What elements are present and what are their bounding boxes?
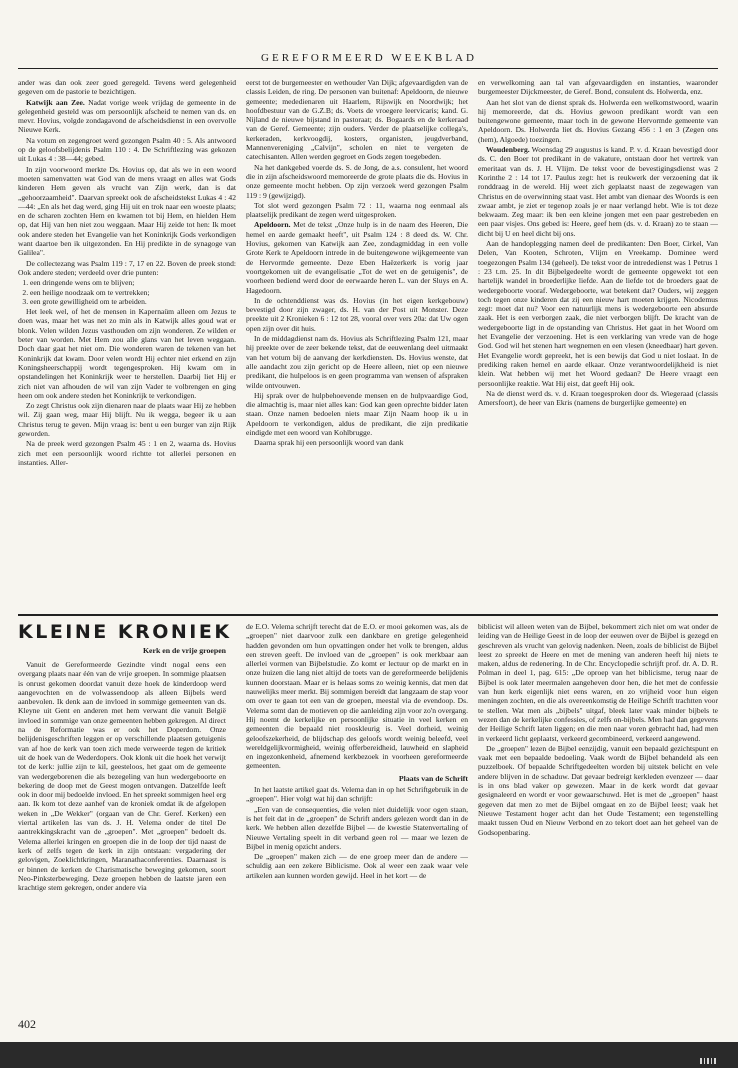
paragraph: de E.O. Velema schrijft terecht dat de E.O. er mooi gekomen was, als de „groepen" niet daarvoor zulk een dankbare en gretige gelegenheid hadden gevonden om hun opvattingen onder het volk te brengen, aldus een streven geeft. De invloed van de „groepen" is ook merkbaar aan allerlei vormen van Bijbelstudie. Zo komt er lectuur op de markt en in onze huizen die lang niet altijd de toets van de gereformeerde belijdenis kunnen doorstaan. Maar er is helaas soms zo weinig kennis, dat men dat nauwelijks meer merkt. Bij sommigen bereidt dat langzaam de stap voor om over te gaan tot een van de groepen, meestal via de evendoop. Ds. Velema somt dan de motieven op die aanleiding zijn voor zo'n overgang. Hij noemt de kerkelijke en persoonlijke situatie in veel kerken en gemeenten die bepaald niet rooskleurig is. Veel dorheid, weinig geloofszekerheid, de blijdschap des geloofs wordt weinig beleefd, veel wereldgelijkvormigheid, weinig offerbereidheid, lauwheid en slapheid en ingezonkenheid, afnemend kerkbezoek in voorheen gereformeerde gemeenten. — [246, 622, 468, 771]
paragraph: ander was dan ook zeer goed geregeld. Tevens werd gelegenheid gegeven om de pastorie te bezichtigen. — [18, 78, 236, 97]
paragraph: Aan de handoplegging namen deel de predikanten: Den Boer, Cirkel, Van Delen, Van Kooten, Schroten, Vlijm en Vreekamp. Dominee werd toegezongen Psalm 134 (geheel). De tekst voor de intrededienst was 1 Petrus 1 : 23 t.m. 25. In dit Bijbelgedeelte wordt de gemeente opgewekt tot een hartelijk wandel in broederlijke liefde. Aan de liefde tot de broeders gaat de wedergeboorte vooraf. Wedergeboorte, wat betekent dat? Ouders, wij zeggen toch tegen onze kinderen dat zij een nieuw hart moeten krijgen. Nicodemus zegt: moet dat nu? Voor een natuurlijk mens is wedergeboorte een absurde zaak. Het is een verborgen zaak, die niet verborgen blijft. De kracht van de wedergeboorte ligt in de opstanding van Christus. Het gaat in het Woord om het Evangelie der verzoening. Het is een verklaring van vrede van de hoge God. God wil het stenen hart wegnemen en een vlesen (kneedbaar) hart geven. Het Evangelie wordt gepreekt, het is een bewijs dat God u niet loslaat. In de prediking raken hemel en aarde elkaar. Onze verantwoordelijkheid is niet klein. Wat hebben wij met het Woord gedaan? De Heere vraagt een persoonlijke reaktie. Wat Hij eist, dat geeft Hij ook. — [478, 239, 718, 388]
paragraph: Aan het slot van de dienst sprak ds. Holwerda een welkomstwoord, waarin hij memoreerde, dat ds. Hovius gewoon predikant wordt van een buitengewone gemeente, maar toch in de gewone Hervormde gemeente van Apeldoorn. Ds. Holwerda liet ds. Hovius Gezang 456 : 1 en 3 (Zegen ons (hem), Algoede) toezingen. — [478, 97, 718, 144]
paragraph: In zijn voorwoord merkte Ds. Hovius op, dat als we in een woord moeten samenvatten wat God van de mens vraagt en alles wat Gods kinderen Hem geven als vrucht van Zijn werk, dan is dat „gehoorzaamheid". Daarvan spreekt ook de afscheidstekst Lukas 4 : 42—44: „En als het dag werd, ging Hij uit en trok naar een woeste plaats; en de scharen zochten Hem en kwamen tot bij Hem, en hielden Hem op, dat Hij van hen niet zou weggaan. Maar Hij zeide tot hen: Ik moet ook andere steden het Evangelie van het Koninkrijk Gods verkondigen want daartoe ben ik uitgezonden. En Hij predikte in de synagoge van Galilea". — [18, 164, 236, 258]
paragraph-text: Woensdag 29 augustus is kand. P. v. d. Kraan bevestigd door ds. C. den Boer tot predikant in de vakature, ontstaan door het vertrek van emeritaat van ds. J. H. Vlijm. De tekst voor de bevestigingsdienst was 2 Korinthe 2 : 14 tot 17. Paulus zegt: het is reukwerk der verzoening dat ik ronddraag in de wereld. Hij weet zich geplaatst naast de zegewagen van Christus en de overwinning staat vast. Het ambt van dienaar des Woords is een zwaar ambt, je ziet er tegenop zoals je er naar verlangd hebt. Wie is tot deze bekwaam. Zeg maar: ik ben een kleine jongen met een paar gestrebeden en een paar visjes. Ons gebed is: Heere, geef hem (ds. v. d. Kraan) zo te staan — dicht bij U en heel dicht bij ons. — [478, 145, 718, 238]
kroniek-title: KLEINE KRONIEK — [18, 621, 232, 643]
kroniek-column-2 — [246, 622, 468, 1005]
paragraph: Het leek wel, of het de mensen in Kapernaüm alleen om Jezus te doen was, maar het was net zo min als in Katwijk alles goud wat er blonk. Velen wilden Jezus vasthouden om zijn wonderen. Ze wilden er beter van worden. Met Hem zou alle glans van het leven weggaan. Doch daar gaat het niet om. Die wonderen waren de tekenen van het Koninkrijk dat kwam. Door velen wordt Hij echter niet erkend en zijn Koningsheerschappij wordt tegengesproken. Hij kwam om in opstandelingen het Koninkrijk weer te herstellen. Daarbij liet Hij er zich niet van afhouden de wil van zijn Vader te volbrengen en ging heen om ook andere steden het Koninkrijk te verkondigen. — [18, 307, 236, 400]
section-heading-katwijk: Katwijk aan Zee. — [26, 97, 85, 107]
paragraph — [478, 145, 718, 238]
section-heading-woudenberg: Woudenberg. — [486, 145, 530, 155]
paragraph: eerst tot de burgemeester en wethouder Van Dijk; afgevaardigden van de classis Leiden, de ring. De personen van buitenaf: Apeldoorn, de nieuwe gemeente; mededienaren uit Haarlem, Rijswijk en Noordwijk; het hoofdbestuur van de G.Z.B; ds. Voets de vroegere leervicaris; kand. G. Nijland de nieuwe bijstand in pastoraat; ds. Bogaards en de kerkeraad van de Geref. Gemeente; zijn ouders. Verder de plaatselijke collega's, kerkeraden, kerkvoogdij, kosters, organisten, jeugdverband, Mannenvereniging „Calvijn", scholen en niet te vergeten de catechisanten. Allen werden gegroet en Gods zegen toegebeden. — [246, 78, 468, 162]
page-number: 402 — [18, 1017, 36, 1031]
paragraph-text: Met de tekst „Onze hulp is in de naam des Heeren, Die hemel en aarde gemaakt heeft", uit Psalm 124 : 8 deed ds. W. Chr. Hovius, gekomen van Katwijk aan Zee, zondagmiddag in een volle Grote Kerk te Apeldoorn intrede in de buitengewone wijkgemeente van de Hervormde gemeente. Deze Eben Haëzerkerk is vorig jaar voortgekomen uit de evangelisatie „Tot de wet en de getuigenis", de voorheen bediend werd door de eerwaarde heren L. van der Sluys en A. Hagedoorn. — [246, 220, 468, 295]
list-item: 2. een heilige noodzaak om te vertrekken; — [30, 288, 236, 297]
top-column-3 — [478, 78, 718, 608]
paragraph: De „groepen" lezen de Bijbel eenzijdig, vanuit een bepaald gezichtspunt en vaak met een bepaalde bedoeling. Vaak wordt de Bijbel behandeld als een puzzelboek. Of bepaalde Schriftgedeelten worden bij uitstek belicht en vele andere blijven in de schaduw. Dat gevaar bedreigt kerkleden evenzeer — daar is in ons blad vaker op gewezen. Maar in de kerk wordt dat gevaar gesignaleerd en wordt er voor gewaarschuwd. Het is met de „groepen" haast gegeven dat men zo met de Bijbel omgaat en zo de Bijbel leest; vaak het Nieuwe Testament hoger acht dan het Oude Testament; een tegenstelling maakt tussen Oud en Nieuw Verbond en zo tekort doet aan het geheel van de Godsopenbaring. — [478, 743, 718, 837]
paragraph: Na votum en zegengroet werd gezongen Psalm 40 : 5. Als antwoord op de geloofsbelijdenis Psalm 110 : 4. De Schriftlezing was gekozen uit Lukas 4 : 38—44; gebed. — [18, 135, 236, 164]
kroniek-column-3 — [478, 622, 718, 1005]
paragraph: In de ochtenddienst was ds. Hovius (in het eigen kerkgebouw) bevestigd door zijn zwager, ds. H. van der Post uit Monster. Deze preekte uit 2 Kronieken 6 : 12 tot 28, vooral over vers 20a: dat Uw ogen open zijn over dit huis. — [246, 295, 468, 333]
paragraph: en verwelkoming aan tal van afgevaardigden en instanties, waaronder burgemeester Dijckmeester, de Geref. Bond, consulent ds. Holwerda, enz. — [478, 78, 718, 97]
list-item: 3. een grote gewilligheid om te arbeiden. — [30, 297, 236, 306]
paragraph: Hij sprak over de hulpbehoevende mensen en de hulpvaardige God, die almachtig is, maar niet alles kan: God kan geen oprechte bidder laten staan. Onze namen bedoelen niets maar Zijn Naam hoop ik u in Apeldoorn te verkondigen, aldus de predikant, die zijn predikatie eindigde met een woord van Kohlbrugge. — [246, 390, 468, 437]
section-heading-apeldoorn: Apeldoorn. — [254, 220, 291, 230]
paragraph: Daarna sprak hij een persoonlijk woord van dank — [254, 438, 404, 448]
paragraph — [18, 98, 236, 135]
newspaper-header-title: GEREFORMEERD WEEKBLAD — [261, 52, 477, 64]
paragraph-text: Nadat vorige week vrijdag de gemeente in de gelegenheid gesteld was om persoonlijk afscheid te nemen van ds. en mevr. Hovius, volgde zondagavond de afscheidsdienst in een overvolle Nieuwe Kerk. — [18, 97, 236, 135]
subheading-plaats-van-de-schrift: Plaats van de Schrift — [398, 773, 468, 783]
paragraph: De „groepen" maken zich — de ene groep meer dan de andere — schuldig aan een zekere Biblicisme. Ook al weer een zaak waar vele artikelen aan kunnen worden gewijd. Heel in het kort — de — [246, 852, 468, 880]
paragraph: Zo zegt Christus ook zijn dienaren naar de plaats waar Hij ze hebben wil. Zij gaan weg, maar Hij blijft. Nu ik wegga, begeer ik u aan Christus terug te geven. Mijn vraag is: bent u een burger van zijn Rijk geworden. — [18, 401, 236, 438]
kroniek-column-1 — [18, 660, 226, 1005]
paragraph: Na de dienst werd ds. v. d. Kraan toegesproken door ds. Wiegeraad (classis Amersfoort), de heer van Ekris (namens de burgerlijke gemeente) en — [478, 388, 718, 408]
footer-marks — [700, 1049, 730, 1059]
paragraph: Tot slot werd gezongen Psalm 72 : 11, waarna nog eenmaal als plaatselijk predikant de zegen werd uitgesproken. — [246, 200, 468, 220]
footer-bar — [0, 1042, 738, 1068]
paragraph: Vanuit de Gereformeerde Gezindte vindt nogal eens een overgang plaats naar één van de vrije groepen. In sommige plaatsen is onrust gekomen doordat vanuit deze hoek de kinderdoop werd aangevochten en de volwassendoop als alleen Bijbels werd aanbevolen. Ik denk aan de invloed in sommige gemeenten van ds. Kleyne uit Gent en anderen met hem verwant die vanuit België invloed in sommige van onze gemeenten hebben gekregen. Al direct na de Reformatie was er ook het Doperdom. Onze belijdenisgeschriften leggen er op verschillende plaatsen getuigenis van af hoe de kerk van toen zich mede verweerde tegen de kritiek uit de hoek van de Wederdopers. Ook klonk uit die hoek het verwijt tot de kerk: jullie zijn te kil, geesteloos, het gaat om de gemeente van wedergeborenen die als bezegeling van hun wedergeboorte en bekering de doop met de Geest mogen ontvangen. Datzelfde leeft ook in door mij bedoelde invloed. En het spreekt sommigen heel erg aan. Ik kom tot deze aanhef van de kroniek omdat ik de afgelopen weken in „De Wekker" (orgaan van de Chr. Geref. Kerken) een viertal artikelen las van ds. J. H. Velema onder de titel De aantrekkingskracht van de „groepen". Met „groepen" bedoelt ds. Velema allerlei kringen en groepen die in de loop der tijd naast de kerk of zelfs tegen de kerk in zijn ontstaan: vergadering der gelovigen, Zoeklichtkringen, Maranathaconferenties. Daarnaast is er binnen de kerken de Charismatische beweging gekomen, soort Neo-Pinksterbeweging. Deze groepen hebben de laatste jaren een krachtige stem gekregen, onder andere via — [18, 660, 226, 893]
paragraph: In het laatste artikel gaat ds. Velema dan in op het Schriftgebruik in de „groepen". Hier volgt wat hij dan schrijft: — [246, 785, 468, 804]
paragraph: De collectezang was Psalm 119 : 7, 17 en 22. Boven de preek stond: Ook andere steden; verdeeld over drie punten: — [18, 258, 236, 277]
paragraph: biblicist wil alleen weten van de Bijbel, bekommert zich niet om wat onder de leiding van de Heilige Geest in de loop der eeuwen over de Bijbel is gezegd en geschreven als vrucht van gelovig nadenken. Neen, zoals de biblicist de Bijbel leest zo spreekt de Heere en met de mening van anderen heeft hij niets te maken, aldus de redenering. In de Chr. Encyclopedie schrijft prof. dr. A. D. R. Polman in deel 1, pag. 615: „De oproep van het biblicisme, terug naar de Bijbel is ook later meermalen aangeheven door hen, die het met de confessie van hun kerk eigenlijk niet eens waren, en zo vrijheid voor hun eigen meningen zochten, en die als overeenkomstig de Heilige Schrift trachtten voor te stellen. Wat men als „bijbels" uitgaf, bleek later vaak minder bijbels te wezen dan de kerkelijke confessies, of zelfs on-bijbels. Men had dan gegevens der Heilige Schrift laten liggen; en die men naar voren gebracht had, had men in verkeerd licht geplaatst, verkeerd gecombineerd, verkeerd aangewend. — [478, 622, 718, 743]
paragraph: In de middagdienst nam ds. Hovius als Schriftlezing Psalm 121, maar hij preekte over de zeer bekende tekst, dat de eeuwenlang deel uitmaakt van het votum bij de aanvang der kerkdiensten. Ds. Hovius wenste, dat alle aandacht zou zijn gericht op de Heere alleen, niet op een nieuwe predikant, die hulpeloos is en geen programma van wensen of afspraken wilde ontvouwen. — [246, 334, 468, 390]
paragraph: Na de preek werd gezongen Psalm 45 : 1 en 2, waarna ds. Hovius zich met een persoonlijk woord richtte tot allerlei personen en instanties. Aller- — [18, 439, 236, 467]
kroniek-subtitle: Kerk en de vrije groepen — [142, 646, 226, 655]
top-column-2 — [246, 78, 468, 608]
paragraph — [246, 220, 468, 294]
list-item: 1. een dringende wens om te blijven; — [30, 278, 236, 287]
paragraph: „Een van de consequenties, die velen niet duidelijk voor ogen staan, is het feit dat in de „groepen" de Schrift anders gelezen wordt dan in de kerk. We hebben allen dezelfde Bijbel — de kwestie Statenvertaling of Nieuwe Vertaling speelt in dit verband geen rol — maar we lezen de Bijbel in menig opzicht anders. — [246, 804, 468, 851]
top-column-1 — [18, 78, 236, 608]
header-rule — [18, 68, 718, 69]
paragraph: Na het dankgebed voerde ds. S. de Jong, de a.s. consulent, het woord die in zijn afscheidswoord memoreerde de grote plaats die ds. Hovius in onze gemeente mocht hebben. Op zijn verzoek werd gezongen Psalm 119 : 9 (gewijzigd). — [246, 162, 468, 200]
sermon-points-list — [18, 278, 236, 306]
section-divider — [18, 614, 718, 616]
